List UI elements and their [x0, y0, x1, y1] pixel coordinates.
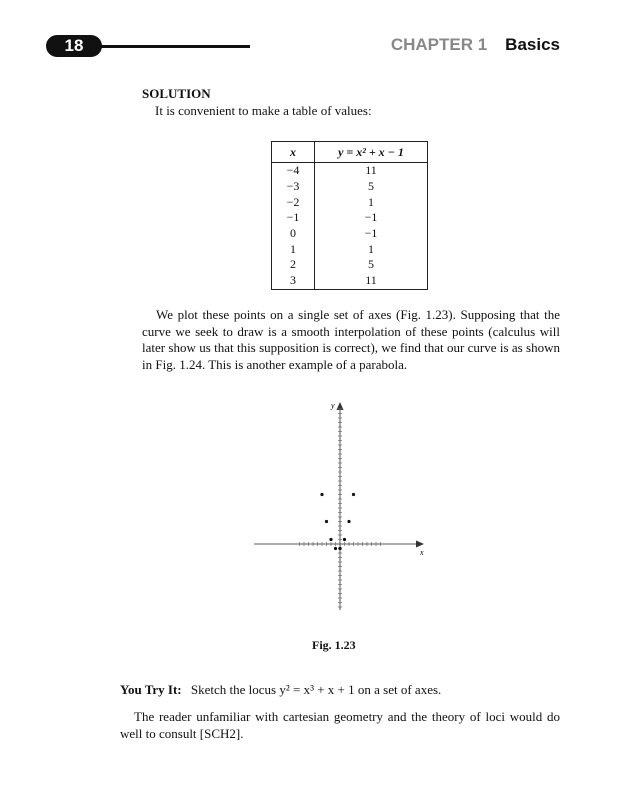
table-cell-x: −4 [272, 163, 315, 179]
page-number: 18 [46, 35, 102, 57]
data-point [343, 538, 346, 541]
data-point [325, 520, 328, 523]
table-cell-y: 11 [365, 163, 377, 178]
table-cell-y: 5 [368, 179, 374, 194]
section-title: Basics [505, 35, 560, 54]
values-table [271, 141, 428, 290]
figure-caption: Fig. 1.23 [312, 638, 356, 652]
data-point [352, 493, 355, 496]
x-axis-label: x [420, 548, 424, 557]
closing-paragraph: The reader unfamiliar with cartesian geometry and the theory of loci would do well to consult [SCH2]. [120, 709, 560, 741]
table-cell-y: −1 [364, 210, 378, 225]
table-header-y: y = x² + x − 1 [315, 142, 428, 163]
exercise [120, 682, 441, 698]
table-row [272, 257, 428, 273]
x-axis-arrow [416, 541, 424, 548]
header-rule [98, 45, 250, 48]
table-row [272, 226, 428, 242]
exercise-text: Sketch the locus y² = x³ + x + 1 on a set of axes. [190, 682, 442, 697]
table-cell-x: 1 [272, 241, 315, 257]
page-header [46, 33, 560, 59]
data-point [338, 547, 341, 550]
table-cell-y: 11 [365, 273, 377, 288]
table-row [272, 241, 428, 257]
body-paragraph: We plot these points on a single set of axes (Fig. 1.23). Supposing that the curve we seek to draw is a smooth interpolation of these points (calculus will later show us that this supposition is correct), we find that our curve is as shown in Fig. 1.24. This is another example of a parabola. [142, 307, 560, 372]
data-point [334, 547, 337, 550]
table-cell-x: 3 [272, 273, 315, 289]
intro-text: It is convenient to make a table of values: [155, 103, 372, 118]
data-point [347, 520, 350, 523]
table-cell-x: 2 [272, 257, 315, 273]
table-row [272, 163, 428, 179]
table-cell-y: 1 [368, 241, 374, 256]
chapter-label: CHAPTER 1 [390, 35, 488, 54]
solution-heading: SOLUTION [142, 86, 211, 101]
table-header-x: x [272, 142, 315, 163]
table-cell-y: 1 [368, 194, 374, 209]
data-point [320, 493, 323, 496]
running-head [391, 35, 560, 55]
table-cell-x: −3 [272, 179, 315, 195]
data-point [329, 538, 332, 541]
table-row [272, 273, 428, 289]
table-cell-x: −2 [272, 194, 315, 210]
table-row [272, 179, 428, 195]
table-cell-x: 0 [272, 226, 315, 242]
exercise-label: You Try It: [120, 682, 182, 697]
table-cell-y: −1 [364, 226, 378, 241]
scatter-plot [250, 398, 430, 618]
y-axis-label: y [331, 401, 335, 410]
table-cell-y: 5 [368, 257, 374, 272]
table-cell-x: −1 [272, 210, 315, 226]
table-row [272, 194, 428, 210]
table-row [272, 210, 428, 226]
